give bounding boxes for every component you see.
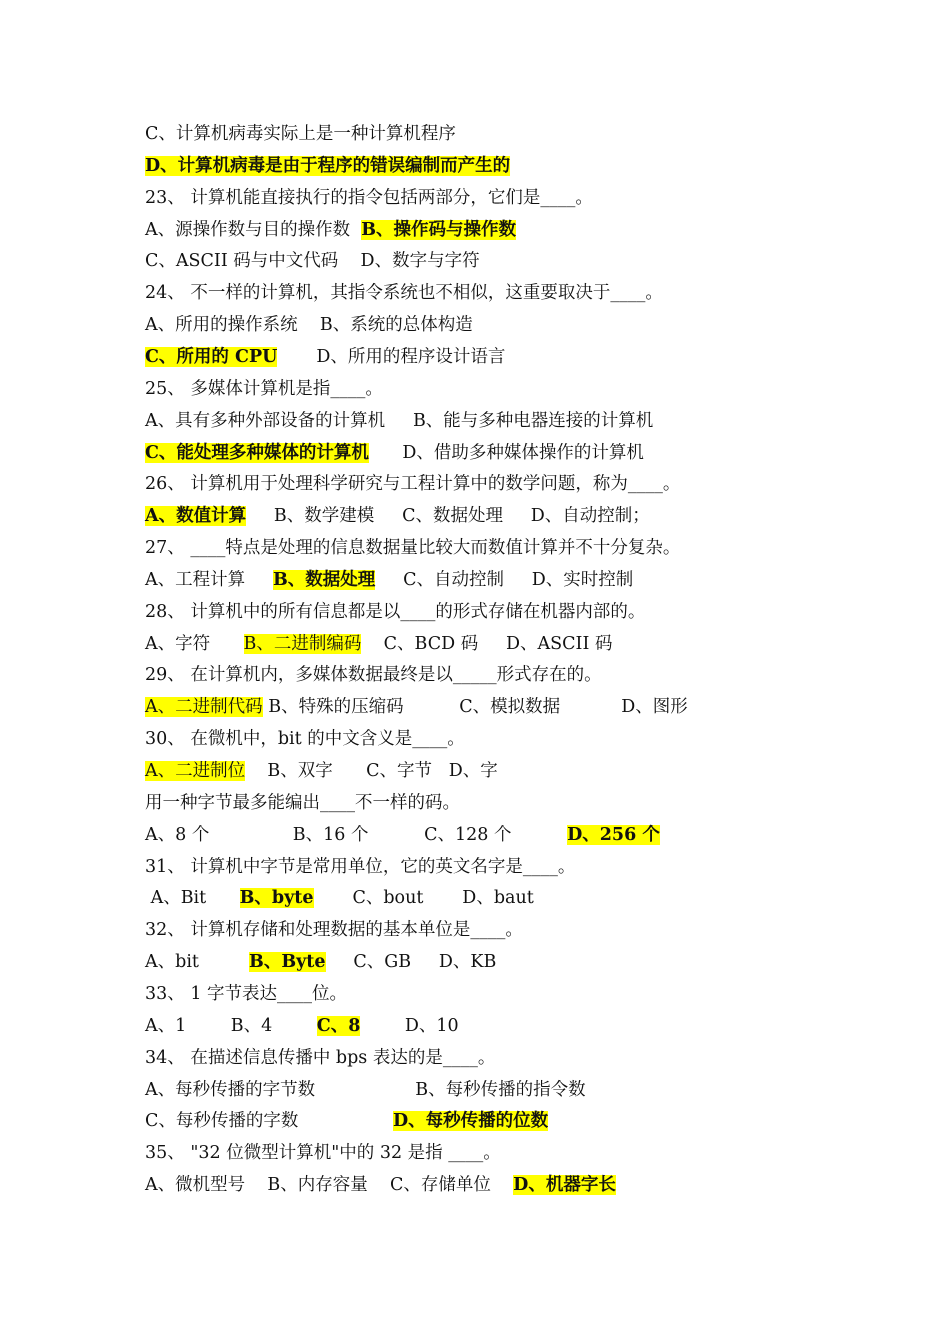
highlighted-answer: C、所用的 CPU — [145, 346, 278, 367]
text-line — [145, 150, 510, 182]
text-segment: C、计算机病毒实际上是一种计算机程序 — [145, 124, 456, 144]
text-segment: C、每秒传播的字数 — [145, 1111, 393, 1132]
text-segment: A、Bit — [145, 888, 240, 909]
text-line — [145, 787, 460, 819]
highlighted-answer: D、256 个 — [567, 824, 660, 845]
text-line — [145, 882, 534, 914]
text-line — [145, 468, 680, 500]
text-line — [145, 1137, 501, 1169]
text-segment: 35、 "32 位微型计算机"中的 32 是指 ____。 — [145, 1143, 501, 1164]
text-segment: 25、 多媒体计算机是指____。 — [145, 378, 383, 399]
text-line — [145, 1042, 495, 1074]
text-line — [145, 659, 602, 691]
highlighted-answer: B、byte — [239, 888, 314, 909]
text-line — [145, 946, 496, 978]
text-line — [145, 564, 633, 596]
highlighted-answer: B、二进制编码 — [243, 633, 362, 654]
text-line — [145, 118, 456, 150]
text-segment: A、所用的操作系统 B、系统的总体构造 — [145, 315, 473, 336]
text-segment: 31、 计算机中字节是常用单位，它的英文名字是____。 — [145, 856, 576, 877]
highlighted-answer: A、二进制位 — [145, 761, 246, 781]
text-segment: 34、 在描述信息传播中 bps 表达的是____。 — [145, 1047, 496, 1068]
text-segment: 用一种字节最多能编出____不一样的码。 — [145, 792, 460, 813]
text-segment: 27、 ____特点是处理的信息数据量比较大而数值计算并不十分复杂。 — [145, 538, 681, 559]
text-segment: A、微机型号 B、内存容量 C、存储单位 — [145, 1175, 514, 1196]
text-line — [145, 182, 593, 214]
text-segment: A、1 B、4 — [145, 1015, 317, 1036]
highlighted-answer: A、二进制代码 — [145, 697, 263, 718]
text-segment: A、具有多种外部设备的计算机 B、能与多种电器连接的计算机 — [145, 410, 654, 431]
text-segment: 29、 在计算机内，多媒体数据最终是以_____形式存在的。 — [145, 665, 602, 686]
highlighted-answer: D、计算机病毒是由于程序的错误编制而产生的 — [145, 155, 511, 176]
text-segment: A、每秒传播的字节数 B、每秒传播的指令数 — [145, 1079, 586, 1100]
text-line — [145, 628, 612, 660]
text-line — [145, 755, 498, 787]
text-segment: 23、 计算机能直接执行的指令包括两部分，它们是____。 — [145, 187, 593, 208]
text-line — [145, 437, 644, 469]
text-line — [145, 1074, 586, 1106]
text-line — [145, 851, 575, 883]
text-segment: 26、 计算机用于处理科学研究与工程计算中的数学问题，称为____。 — [145, 474, 681, 495]
text-segment: A、字符 — [145, 633, 244, 654]
text-segment: C、bout D、baut — [313, 888, 534, 909]
highlighted-answer: D、机器字长 — [513, 1175, 616, 1196]
text-line — [145, 532, 680, 564]
text-segment: D、借助多种媒体操作的计算机 — [368, 442, 644, 463]
text-segment: B、双字 C、字节 D、字 — [245, 761, 498, 781]
text-segment: A、工程计算 — [145, 569, 273, 590]
text-segment: C、ASCII 码与中文代码 D、数字与字符 — [145, 251, 480, 272]
text-line — [145, 500, 650, 532]
text-line — [145, 723, 465, 755]
text-segment: C、自动控制 D、实时控制 — [375, 569, 634, 590]
text-line — [145, 1010, 459, 1042]
text-segment: B、特殊的压缩码 C、模拟数据 D、图形 — [262, 697, 688, 718]
highlighted-answer: C、能处理多种媒体的计算机 — [145, 442, 369, 463]
highlighted-answer: A、数值计算 — [145, 506, 247, 527]
text-line — [145, 373, 383, 405]
text-line — [145, 1169, 616, 1201]
text-line — [145, 914, 523, 946]
text-segment: 30、 在微机中，bit 的中文含义是____。 — [145, 729, 465, 750]
text-line — [145, 214, 516, 246]
text-line — [145, 978, 347, 1010]
text-segment: 33、 1 字节表达____位。 — [145, 983, 348, 1004]
text-segment: 28、 计算机中的所有信息都是以____的形式存储在机器内部的。 — [145, 601, 646, 622]
text-segment: C、GB D、KB — [325, 952, 497, 973]
text-segment: A、源操作数与目的操作数 — [145, 219, 362, 240]
highlighted-answer: B、Byte — [249, 952, 326, 973]
text-line — [145, 277, 663, 309]
text-segment: 32、 计算机存储和处理数据的基本单位是____。 — [145, 920, 523, 941]
highlighted-answer: C、8 — [316, 1015, 361, 1036]
text-line — [145, 596, 645, 628]
text-segment: 24、 不一样的计算机，其指令系统也不相似，这重要取决于____。 — [145, 283, 663, 304]
text-line — [145, 341, 505, 373]
text-segment: D、所用的程序设计语言 — [277, 346, 506, 367]
text-line — [145, 405, 653, 437]
text-segment: A、bit — [145, 952, 250, 973]
text-segment: B、数学建模 C、数据处理 D、自动控制； — [246, 506, 650, 527]
text-line — [145, 245, 480, 277]
highlighted-answer: B、操作码与操作数 — [361, 219, 517, 240]
text-line — [145, 1105, 548, 1137]
highlighted-answer: B、数据处理 — [272, 569, 376, 590]
text-line — [145, 691, 688, 723]
highlighted-answer: D、每秒传播的位数 — [392, 1111, 549, 1132]
text-line — [145, 819, 660, 851]
text-segment: D、10 — [360, 1015, 459, 1036]
text-segment: C、BCD 码 D、ASCII 码 — [361, 633, 613, 654]
text-segment: A、8 个 B、16 个 C、128 个 — [145, 824, 568, 845]
text-line — [145, 309, 473, 341]
